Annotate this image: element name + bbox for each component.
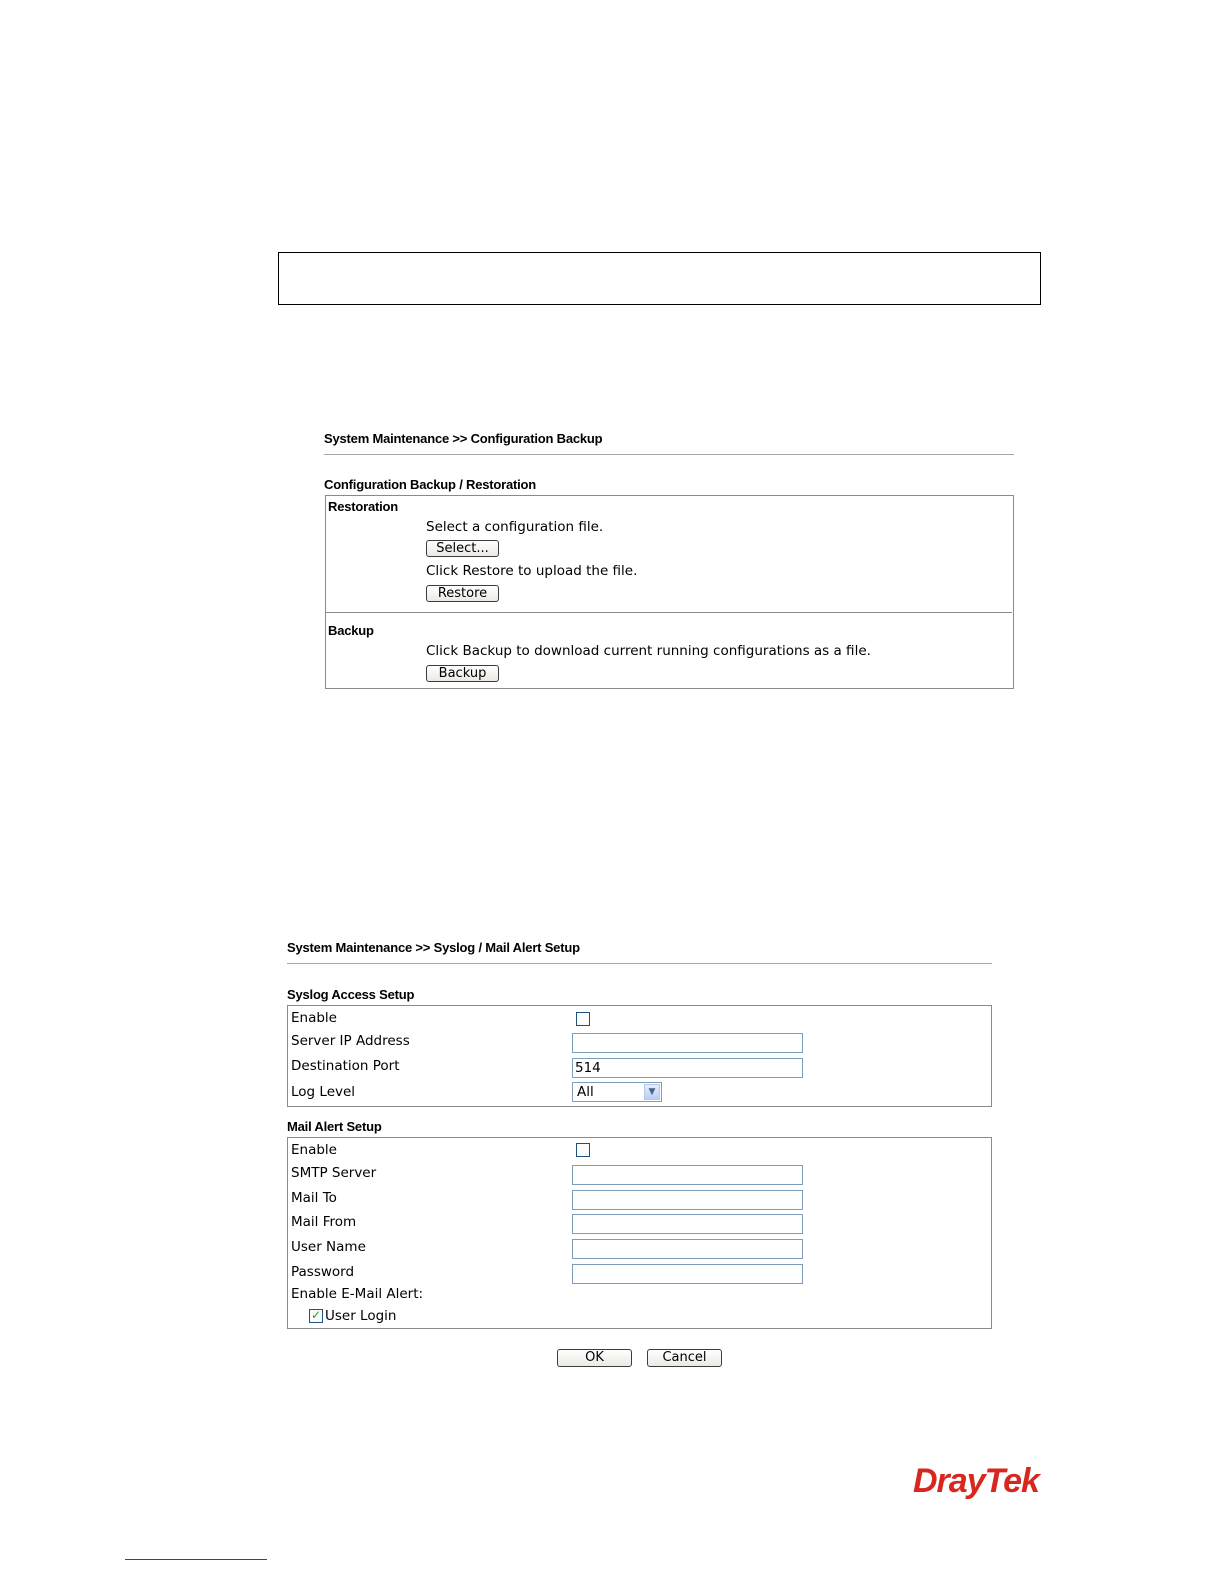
config-breadcrumb: System Maintenance >> Configuration Backup [324,431,603,446]
mail-enable-label: Enable [291,1142,337,1158]
mail-from-input[interactable] [572,1214,803,1234]
server-ip-label: Server IP Address [291,1033,410,1049]
syslog-breadcrumb: System Maintenance >> Syslog / Mail Alert Setup [287,940,580,955]
user-login-label: User Login [325,1308,397,1324]
user-login-checkbox[interactable] [309,1309,323,1323]
syslog-enable-checkbox[interactable] [576,1012,590,1026]
restoration-label: Restoration [328,499,399,514]
server-ip-input[interactable] [572,1033,803,1053]
smtp-server-label: SMTP Server [291,1165,377,1181]
mail-to-label: Mail To [291,1190,337,1206]
backup-text: Click Backup to download current running configurations as a file. [426,643,871,659]
restore-button[interactable]: Restore [426,585,499,602]
mail-from-label: Mail From [291,1214,357,1230]
destination-port-label: Destination Port [291,1058,400,1074]
mail-to-input[interactable] [572,1190,803,1210]
smtp-server-input[interactable] [572,1165,803,1185]
log-level-select[interactable] [572,1082,662,1102]
log-level-label: Log Level [291,1084,356,1100]
password-label: Password [291,1264,355,1280]
footer-link-underline [125,1559,267,1560]
password-input[interactable] [572,1264,803,1284]
backup-button[interactable]: Backup [426,665,499,682]
restoration-select-text: Select a configuration file. [426,519,604,535]
draytek-logo: DrayTek [913,1462,1039,1500]
restoration-restore-text: Click Restore to upload the file. [426,563,638,579]
user-name-input[interactable] [572,1239,803,1259]
config-header-divider [324,454,1014,455]
syslog-enable-label: Enable [291,1010,337,1026]
cancel-button[interactable]: Cancel [647,1349,722,1367]
note-box [278,252,1041,305]
mail-enable-checkbox[interactable] [576,1143,590,1157]
check-icon: ✓ [311,1308,322,1322]
config-section-title: Configuration Backup / Restoration [324,477,537,492]
user-name-label: User Name [291,1239,366,1255]
chevron-down-icon[interactable]: ▼ [644,1084,660,1100]
mail-section-title: Mail Alert Setup [287,1119,382,1134]
ok-button[interactable]: OK [557,1349,632,1367]
config-panel-divider [326,612,1012,613]
syslog-section-title: Syslog Access Setup [287,987,415,1002]
select-file-button[interactable]: Select... [426,540,499,557]
log-level-value: All [577,1084,594,1100]
destination-port-input[interactable] [572,1058,803,1078]
syslog-header-divider [287,963,992,964]
backup-label: Backup [328,623,374,638]
enable-email-alert-label: Enable E-Mail Alert: [291,1286,424,1302]
